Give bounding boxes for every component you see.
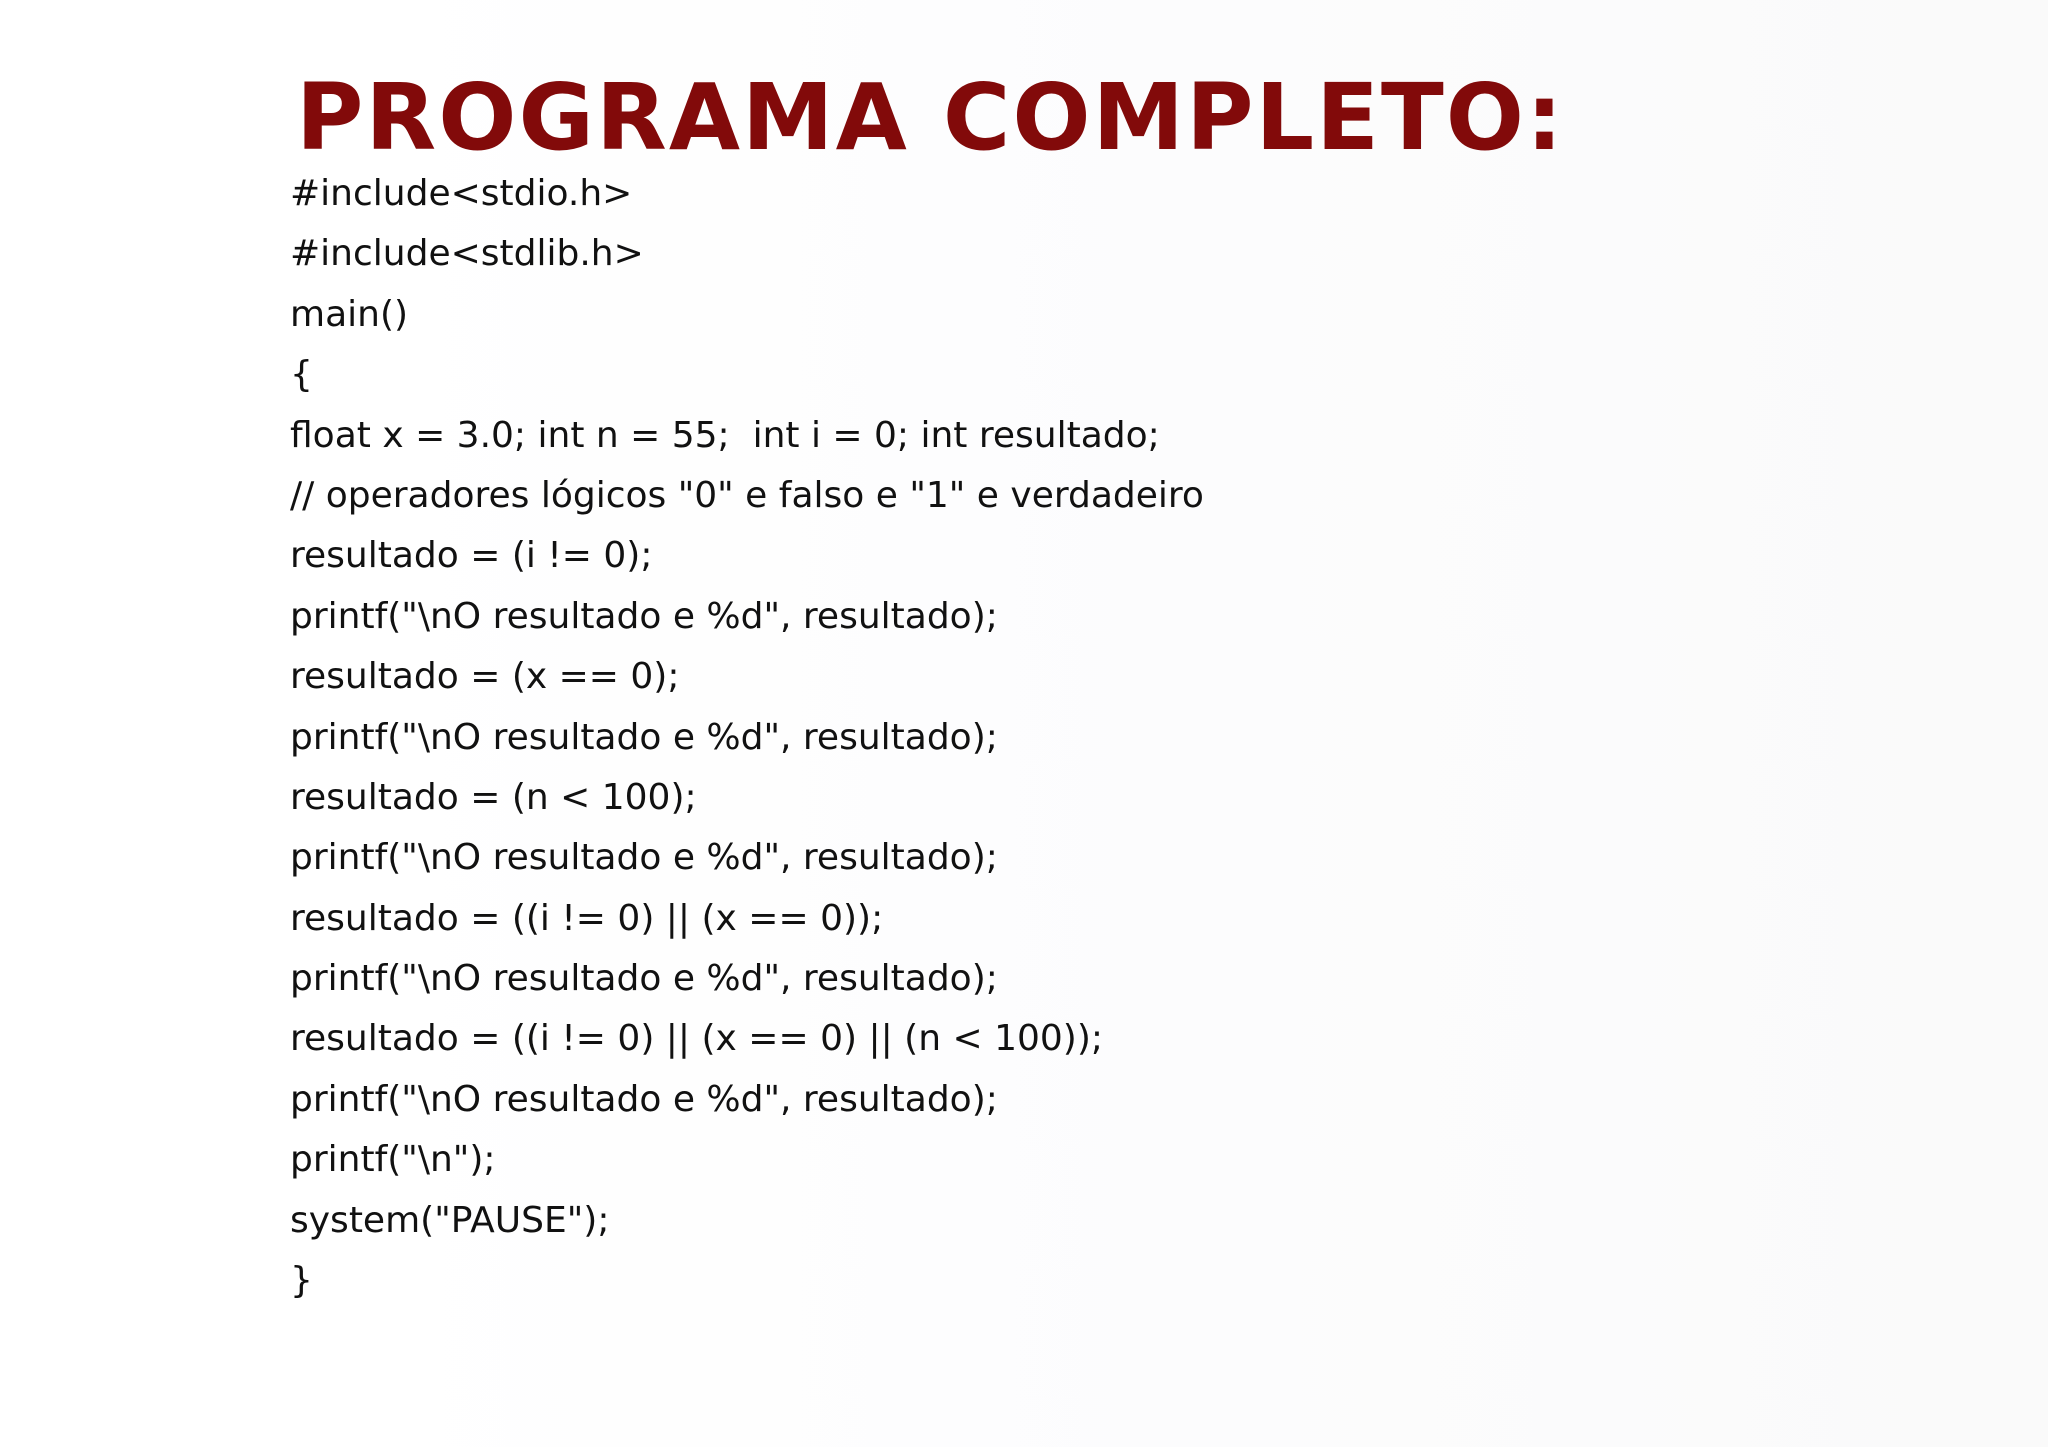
- code-line: printf("\nO resultado e %d", resultado);: [290, 595, 998, 637]
- code-line: printf("\nO resultado e %d", resultado);: [290, 716, 998, 758]
- code-comment-line: // operadores lógicos "0" e falso e "1" e verdadeiro: [290, 474, 1204, 516]
- code-line: printf("\nO resultado e %d", resultado);: [290, 958, 998, 1000]
- code-line: resultado = (n < 100);: [290, 776, 697, 818]
- code-line: printf("\nO resultado e %d", resultado);: [290, 837, 998, 879]
- code-line: resultado = ((i != 0) || (x == 0));: [290, 897, 884, 939]
- code-line: printf("\n");: [290, 1139, 496, 1181]
- code-line: }: [290, 1260, 313, 1302]
- code-listing: [290, 170, 1204, 1317]
- code-line: resultado = (x == 0);: [290, 656, 680, 698]
- code-line: #include<stdlib.h>: [290, 233, 644, 275]
- code-line: main(): [290, 293, 409, 335]
- code-line: resultado = ((i != 0) || (x == 0) || (n < 100));: [290, 1018, 1104, 1060]
- code-line: resultado = (i != 0);: [290, 535, 653, 577]
- code-line: float x = 3.0; int n = 55; int i = 0; int resultado;: [290, 414, 1160, 456]
- code-line: printf("\nO resultado e %d", resultado);: [290, 1078, 998, 1120]
- slide-title: PROGRAMA COMPLETO:: [296, 64, 1565, 171]
- code-line: #include<stdio.h>: [290, 173, 633, 214]
- code-line: {: [290, 354, 313, 396]
- code-line: system("PAUSE");: [290, 1199, 610, 1241]
